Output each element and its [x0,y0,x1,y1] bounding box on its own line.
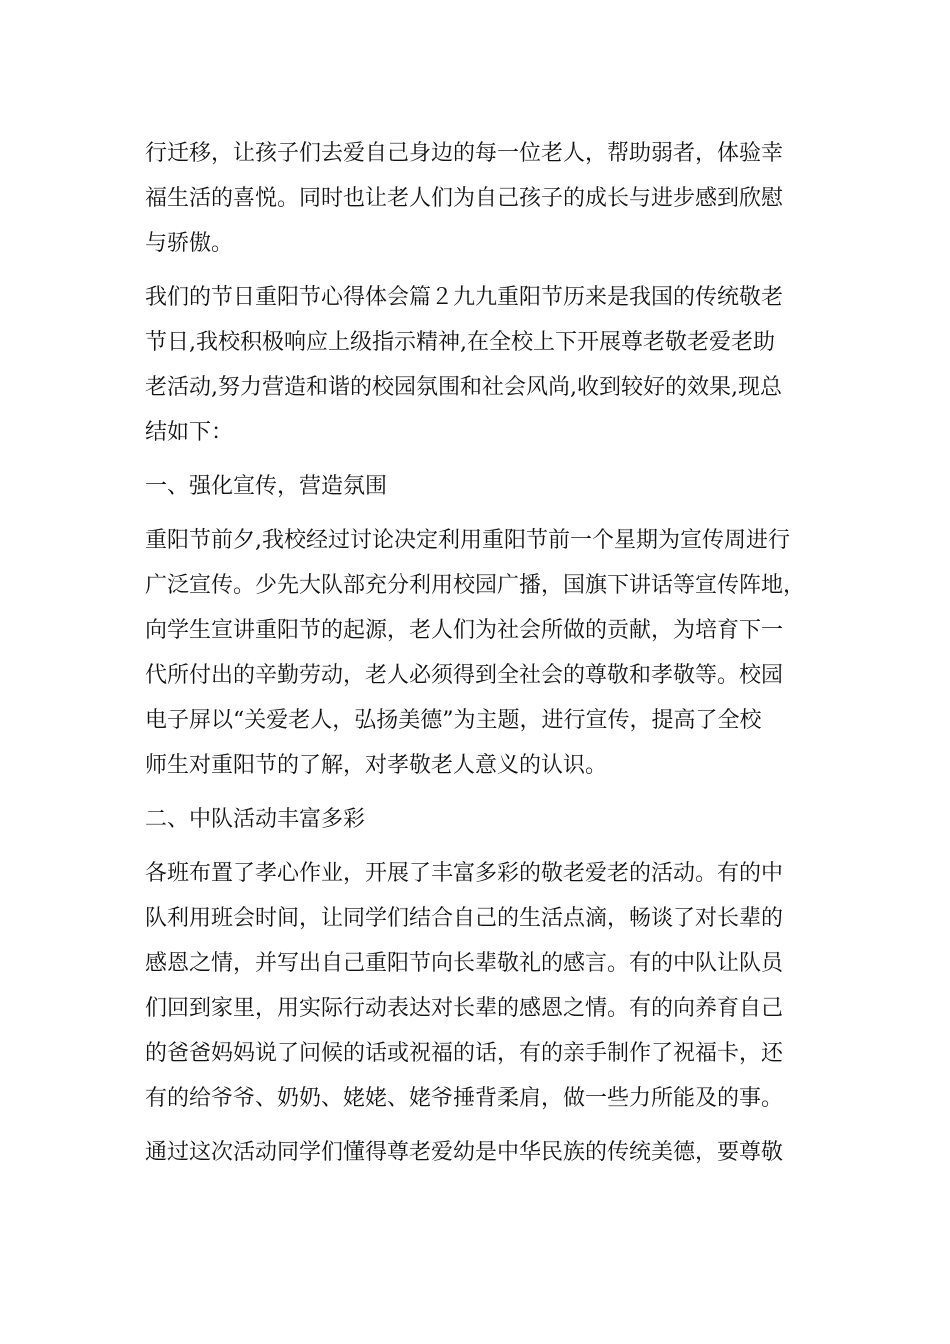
text-line: 代所付出的辛勤劳动，老人必须得到全社会的尊敬和孝敬等。校园 [145,663,784,688]
text-line: 结如下： [145,420,234,445]
text-line: 有的给爷爷、奶奶、姥姥、姥爷捶背柔肩，做一些力所能及的事。 [145,1086,784,1111]
text-line: 们回到家里，用实际行动表达对长辈的感恩之情。有的向养育自己 [145,996,784,1021]
paragraph-activities [145,851,810,1121]
text-line: 我们的节日重阳节心得体会篇２九九重阳节历来是我国的传统敬老 [145,285,784,310]
paragraph-publicity [145,518,810,788]
text-line: 节日,我校积极响应上级指示精神,在全校上下开展尊老敬老爱老助 [145,330,775,355]
text-line: 广泛宣传。少先大队部充分利用校园广播，国旗下讲话等宣传阵地， [145,573,806,598]
text-line: 福生活的喜悦。同时也让老人们为自己孩子的成长与进步感到欣慰 [145,186,784,211]
text-line: 各班布置了孝心作业，开展了丰富多彩的敬老爱老的活动。有的中 [145,861,784,886]
text-line: 电子屏以“关爱老人，弘扬美德”为主题，进行宣传，提高了全校 [145,708,762,733]
text-line: 老活动,努力营造和谐的校园氛围和社会风尚,收到较好的效果,现总 [145,375,782,400]
text-line: 队利用班会时间，让同学们结合自己的生活点滴，畅谈了对长辈的 [145,906,784,931]
text-line: 师生对重阳节的了解，对孝敬老人意义的认识。 [145,753,608,778]
section-heading: 一、强化宣传，营造氛围 [145,474,388,499]
section-heading: 二、中队活动丰富多彩 [145,807,366,832]
text-line: 与骄傲。 [145,231,234,256]
text-line: 重阳节前夕,我校经过讨论决定利用重阳节前一个星期为宣传周进行 [145,528,790,553]
text-line: 向学生宣讲重阳节的起源，老人们为社会所做的贡献，为培育下一 [145,618,784,643]
heading-two [145,797,810,842]
text-line: 通过这次活动同学们懂得尊老爱幼是中华民族的传统美德，要尊敬 [145,1140,784,1165]
paragraph-conclusion-start [145,1130,810,1175]
paragraph-section-2-intro [145,275,810,455]
text-line: 的爸爸妈妈说了问候的话或祝福的话，有的亲手制作了祝福卡，还 [145,1041,784,1066]
text-line: 行迁移，让孩子们去爱自己身边的每一位老人，帮助弱者，体验幸 [145,141,784,166]
heading-one [145,464,810,509]
text-line: 感恩之情，并写出自己重阳节向长辈敬礼的感言。有的中队让队员 [145,951,784,976]
paragraph-intro-end [145,131,810,266]
document-body [145,131,810,1175]
